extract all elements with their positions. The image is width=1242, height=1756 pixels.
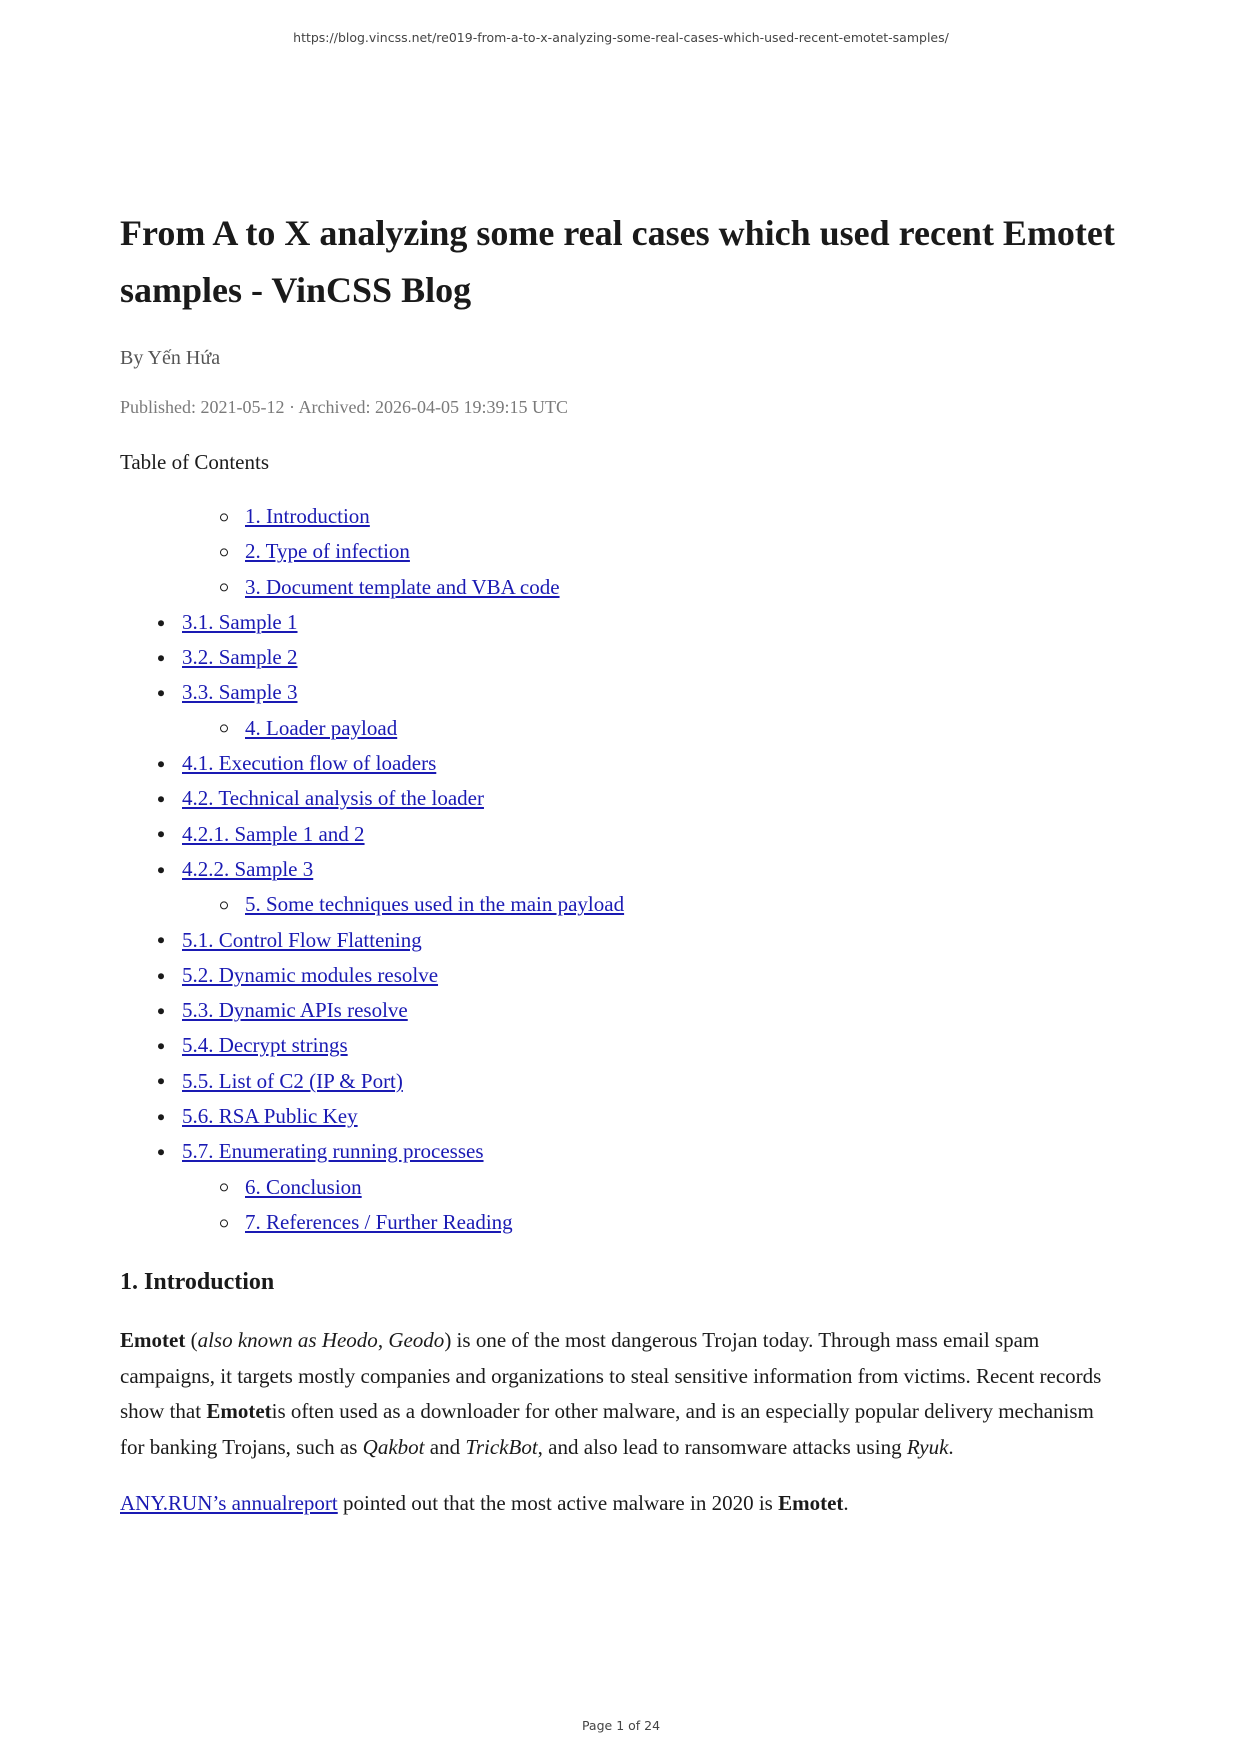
toc-item	[120, 1205, 1120, 1240]
disc-bullet-icon	[158, 1114, 164, 1120]
emphasis-emotet: Emotet	[778, 1491, 844, 1516]
disc-bullet-icon	[158, 832, 164, 838]
text-run: (	[185, 1328, 198, 1353]
text-run: pointed out that the most active malware in 2020 is	[337, 1491, 779, 1516]
disc-bullet-icon	[158, 761, 164, 767]
toc-item	[120, 1099, 1120, 1134]
circle-bullet-icon	[220, 901, 228, 909]
page-number-footer: Page 1 of 24	[581, 1718, 661, 1733]
toc-link[interactable]: 5.2. Dynamic modules resolve	[182, 962, 439, 987]
emphasis-aka: also known as Heodo	[197, 1328, 378, 1353]
disc-bullet-icon	[158, 1043, 164, 1049]
toc-link[interactable]: 4.2.2. Sample 3	[182, 856, 314, 881]
toc-item	[120, 640, 1120, 675]
toc-link[interactable]: 3.2. Sample 2	[182, 645, 298, 670]
toc-link[interactable]: 4.2. Technical analysis of the loader	[182, 786, 484, 811]
emphasis-trickbot: TrickBot	[465, 1434, 538, 1459]
emphasis-ryuk: Ryuk	[906, 1434, 949, 1459]
toc-item	[120, 534, 1120, 569]
toc-item	[120, 746, 1120, 781]
circle-bullet-icon	[220, 584, 228, 592]
toc-item	[120, 993, 1120, 1028]
toc-link[interactable]: 1. Introduction	[245, 504, 370, 528]
toc-item	[120, 499, 1120, 534]
circle-bullet-icon	[220, 725, 228, 733]
toc-link[interactable]: 4.2.1. Sample 1 and 2	[182, 821, 365, 846]
toc-item	[120, 887, 1120, 922]
disc-bullet-icon	[158, 655, 164, 661]
toc-link[interactable]: 5. Some techniques used in the main payload	[245, 892, 625, 917]
article-content	[120, 205, 1120, 1522]
toc-link[interactable]: 7. References / Further Reading	[245, 1209, 513, 1234]
intro-paragraph	[120, 1323, 1120, 1465]
section-heading-introduction: 1. Introduction	[120, 1269, 275, 1296]
toc-link[interactable]: 6. Conclusion	[245, 1174, 362, 1199]
toc-link[interactable]: 5.1. Control Flow Flattening	[182, 927, 422, 952]
emphasis-emotet: Emotet	[120, 1328, 186, 1353]
toc-link[interactable]: 3.1. Sample 1	[182, 609, 298, 634]
toc-item	[120, 923, 1120, 958]
toc-item	[120, 781, 1120, 816]
disc-bullet-icon	[158, 1008, 164, 1014]
toc-link[interactable]: 4.1. Execution flow of loaders	[182, 751, 437, 776]
text-run: ,	[377, 1328, 389, 1353]
toc-link[interactable]: 5.7. Enumerating running processes	[182, 1139, 484, 1164]
toc-link[interactable]: 2. Type of infection	[245, 539, 410, 564]
circle-bullet-icon	[220, 548, 228, 556]
toc-item	[120, 711, 1120, 746]
table-of-contents	[120, 499, 1120, 1240]
emphasis-qakbot: Qakbot	[362, 1434, 425, 1459]
toc-item	[120, 1134, 1120, 1169]
text-run: .	[843, 1491, 849, 1516]
article-byline: By Yến Hứa	[120, 347, 221, 369]
toc-item	[120, 1064, 1120, 1099]
circle-bullet-icon	[220, 1184, 228, 1192]
disc-bullet-icon	[158, 796, 164, 802]
circle-bullet-icon	[220, 513, 228, 521]
anyrun-report-link[interactable]: ANY.RUN’s annualreport	[120, 1491, 338, 1516]
disc-bullet-icon	[158, 690, 164, 696]
toc-item	[120, 852, 1120, 887]
text-run: , and also lead to ransomware attacks using	[537, 1434, 907, 1459]
emphasis-geodo: Geodo	[388, 1328, 445, 1353]
disc-bullet-icon	[158, 1149, 164, 1155]
disc-bullet-icon	[158, 620, 164, 626]
toc-link[interactable]: 5.3. Dynamic APIs resolve	[182, 998, 408, 1023]
text-run: .	[948, 1434, 954, 1459]
text-run: is often used as a downloader for other malware, and is an especially popular delivery mechanism for banking Trojans, such as	[120, 1399, 1094, 1459]
disc-bullet-icon	[158, 1079, 164, 1085]
toc-item	[120, 1028, 1120, 1063]
toc-link[interactable]: 5.4. Decrypt strings	[182, 1033, 348, 1058]
report-paragraph	[120, 1486, 1120, 1522]
toc-item	[120, 958, 1120, 993]
toc-item	[120, 570, 1120, 605]
article-title: From A to X analyzing some real cases which used recent Emotet samples - VinCSS Blog	[120, 213, 1115, 310]
emphasis-emotet: Emotet	[206, 1399, 272, 1424]
toc-link[interactable]: 3. Document template and VBA code	[245, 574, 560, 599]
toc-item	[120, 1170, 1120, 1205]
toc-link[interactable]: 5.5. List of C2 (IP & Port)	[182, 1068, 403, 1093]
toc-link[interactable]: 3.3. Sample 3	[182, 680, 298, 705]
article-published-date: Published: 2021-05-12 · Archived: 2026-04-05 19:39:15 UTC	[120, 397, 568, 417]
text-run: and	[424, 1434, 466, 1459]
disc-bullet-icon	[158, 973, 164, 979]
toc-item	[120, 817, 1120, 852]
toc-link[interactable]: 5.6. RSA Public Key	[182, 1104, 358, 1129]
toc-heading: Table of Contents	[120, 450, 269, 474]
toc-item	[120, 605, 1120, 640]
circle-bullet-icon	[220, 1219, 228, 1227]
text-run: ) is one of the most dangerous Trojan today. Through mass email spam campaigns, it targets mostly companies and organizations to steal sensitive information from victims. Recent records show that	[120, 1328, 1102, 1424]
page-url-header: https://blog.vincss.net/re019-from-a-to-x-analyzing-some-real-cases-which-used-recent-emotet-samples/	[293, 30, 949, 45]
disc-bullet-icon	[158, 938, 164, 944]
disc-bullet-icon	[158, 867, 164, 873]
toc-link[interactable]: 4. Loader payload	[245, 715, 398, 740]
toc-item	[120, 675, 1120, 710]
